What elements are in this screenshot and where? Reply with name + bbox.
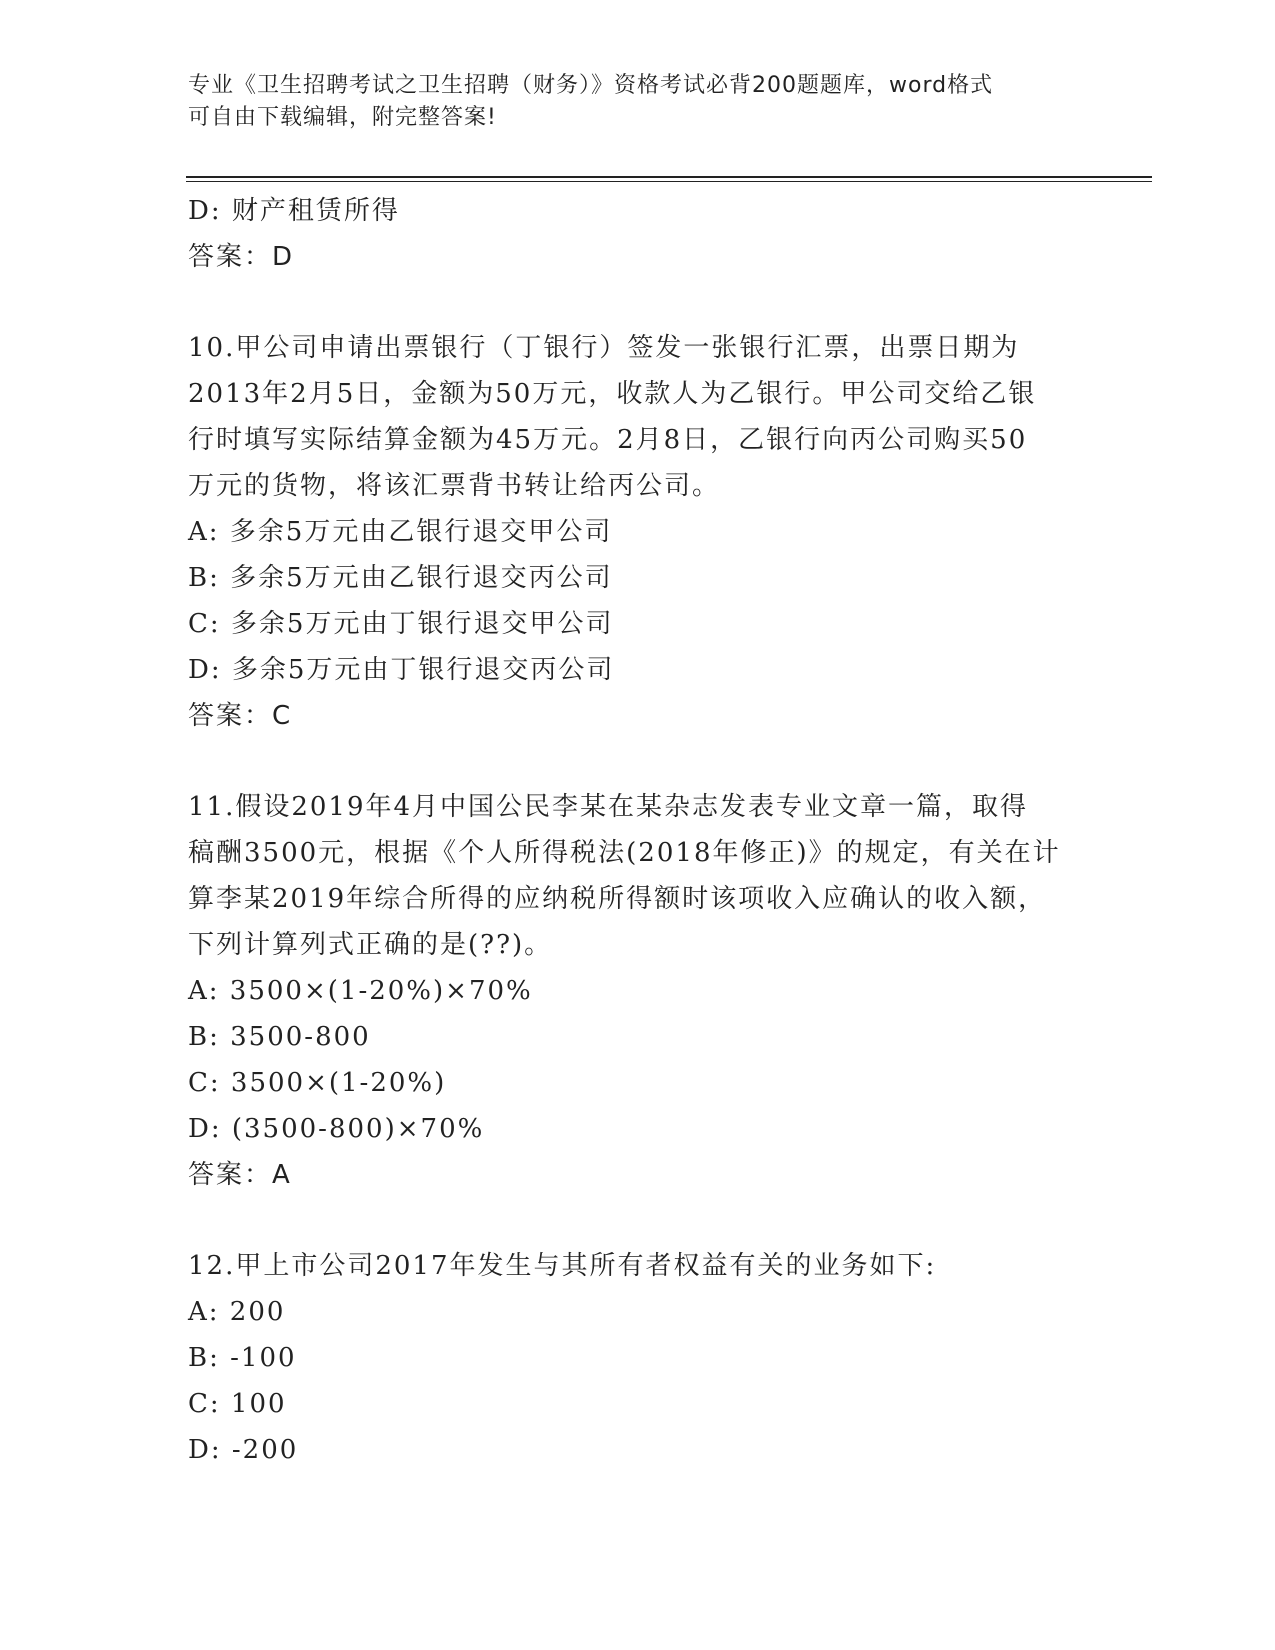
question-12-option-a: A: 200	[188, 1297, 286, 1327]
question-12	[188, 1243, 1088, 1473]
question-11-answer: 答案：A	[188, 1160, 292, 1190]
header-title-line-1: 专业《卫生招聘考试之卫生招聘（财务）》资格考试必背200题题库，word格式	[188, 73, 994, 98]
question-10-answer: 答案：C	[188, 701, 293, 731]
question-10-text-line: 10.甲公司申请出票银行（丁银行）签发一张银行汇票，出票日期为	[188, 333, 1020, 363]
prev-option-d: D: 财产租赁所得	[188, 196, 400, 226]
question-10-option-a: A: 多余5万元由乙银行退交甲公司	[188, 517, 613, 547]
question-11	[188, 784, 1088, 1198]
question-10-option-d: D: 多余5万元由丁银行退交丙公司	[188, 655, 615, 685]
question-10-text-line: 2013年2月5日，金额为50万元，收款人为乙银行。甲公司交给乙银	[188, 379, 1037, 409]
question-11-option-b: B: 3500-800	[188, 1022, 371, 1052]
header-title-line-2: 可自由下载编辑，附完整答案!	[188, 105, 497, 130]
question-11-option-c: C: 3500×(1-20%)	[188, 1068, 447, 1098]
question-11-option-d: D: (3500-800)×70%	[188, 1114, 485, 1144]
question-11-text-line: 下列计算列式正确的是(??)。	[188, 930, 553, 960]
question-11-text-line: 算李某2019年综合所得的应纳税所得额时该项收入应确认的收入额，	[188, 884, 1047, 914]
question-10-option-b: B: 多余5万元由乙银行退交丙公司	[188, 563, 613, 593]
header-divider-thin	[186, 181, 1152, 182]
question-content	[188, 188, 1088, 1473]
prev-answer: 答案：D	[188, 242, 295, 272]
question-10-text-line: 行时填写实际结算金额为45万元。2月8日，乙银行向丙公司购买50	[188, 425, 1028, 455]
spacer	[188, 280, 1088, 325]
question-11-option-a: A: 3500×(1-20%)×70%	[188, 976, 533, 1006]
question-10-option-c: C: 多余5万元由丁银行退交甲公司	[188, 609, 614, 639]
question-12-text-line: 12.甲上市公司2017年发生与其所有者权益有关的业务如下:	[188, 1251, 937, 1281]
question-12-option-b: B: -100	[188, 1343, 297, 1373]
question-12-option-d: D: -200	[188, 1435, 299, 1465]
header-divider-thick	[186, 176, 1152, 178]
question-12-option-c: C: 100	[188, 1389, 287, 1419]
question-11-text-line: 11.假设2019年4月中国公民李某在某杂志发表专业文章一篇，取得	[188, 792, 1029, 822]
spacer	[188, 739, 1088, 784]
page-header	[188, 70, 1088, 134]
question-10-text-line: 万元的货物，将该汇票背书转让给丙公司。	[188, 471, 721, 501]
spacer	[188, 1198, 1088, 1243]
question-11-text-line: 稿酬3500元，根据《个人所得税法(2018年修正)》的规定，有关在计	[188, 838, 1061, 868]
question-10	[188, 325, 1088, 739]
